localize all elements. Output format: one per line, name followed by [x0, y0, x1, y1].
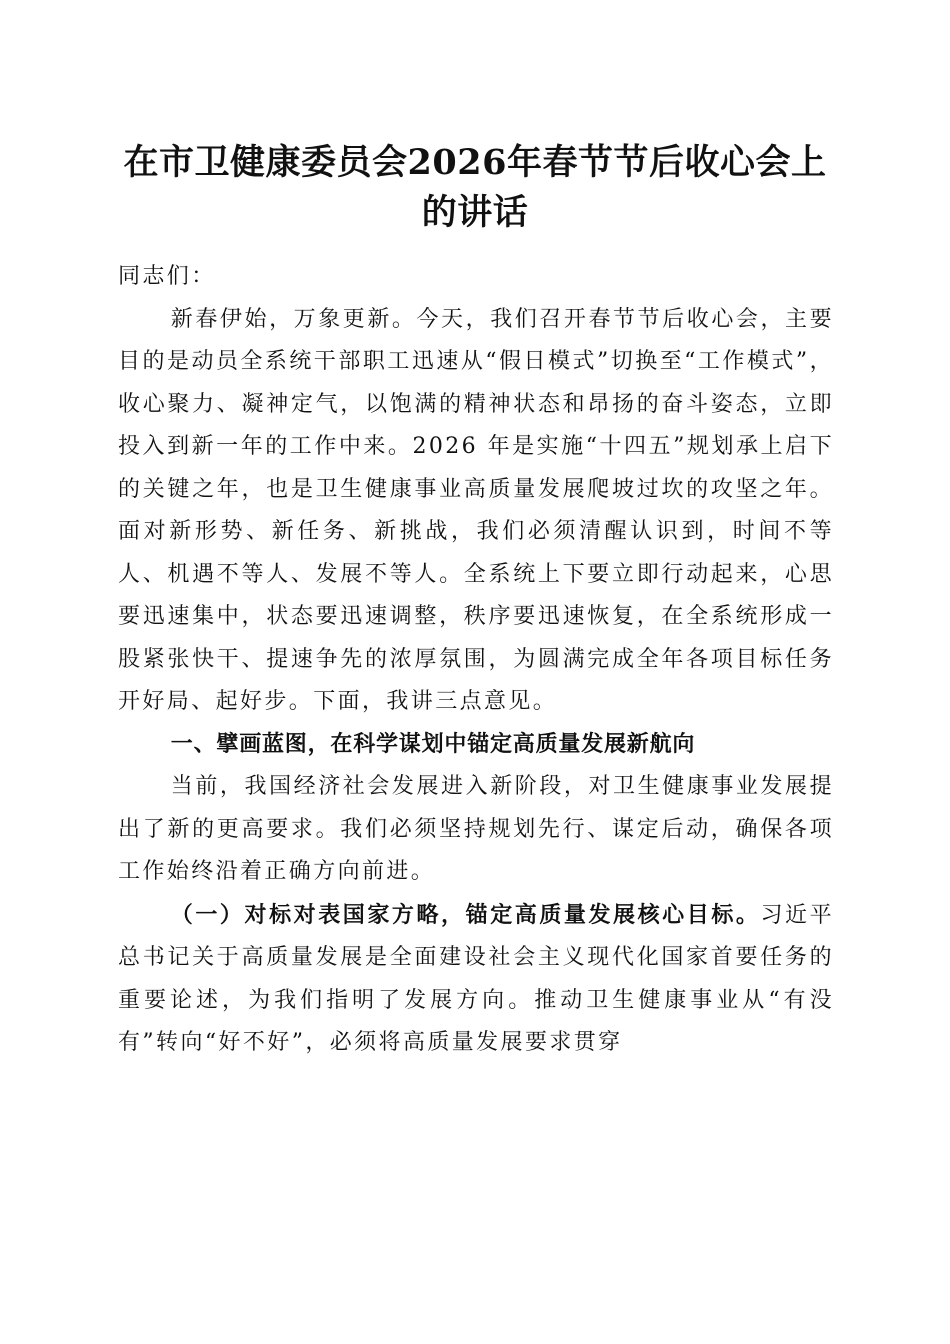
document-body	[118, 256, 834, 1065]
title-line-2: 的讲话	[421, 192, 529, 233]
subsection-1-paragraph	[118, 894, 834, 1065]
section-1-paragraph: 当前，我国经济社会发展进入新阶段，对卫生健康事业发展提出了新的更高要求。我们必须坚持规划先行、谋定后动，确保各项工作始终沿着正确方向前进。	[118, 774, 834, 884]
section-heading-1: 一、擘画蓝图，在科学谋划中锚定高质量发展新航向	[170, 731, 696, 757]
intro-paragraph: 新春伊始，万象更新。今天，我们召开春节节后收心会，主要目的是动员全系统干部职工迅速从“假日模式”切换至“工作模式”，收心聚力、凝神定气，以饱满的精神状态和昂扬的奋斗姿态，立即投入到新一年的工作中来。2026 年是实施“十四五”规划承上启下的关键之年，也是卫生健康事业高质量发展爬坡过坎的攻坚之年。面对新形势、新任务、新挑战，我们必须清醒认识到，时间不等人、机遇不等人、发展不等人。全系统上下要立即行动起来，心思要迅速集中，状态要迅速调整，秩序要迅速恢复，在全系统形成一股紧张快干、提速争先的浓厚氛围，为圆满完成全年各项目标任务开好局、起好步。下面，我讲三点意见。	[118, 306, 834, 714]
salutation: 同志们：	[118, 264, 216, 289]
document-title	[100, 138, 850, 238]
subsection-1-lead: （一）对标对表国家方略，锚定高质量发展核心目标。	[170, 901, 761, 928]
subsection-1-text: 习近平总书记关于高质量发展是全面建设社会主义现代化国家首要任务的重要论述，为我们指明了发展方向。推动卫生健康事业从“有没有”转向“好不好”，必须将高质量发展要求贯穿	[118, 902, 834, 1055]
title-line-1: 在市卫健康委员会2026年春节节后收心会上	[123, 142, 827, 183]
